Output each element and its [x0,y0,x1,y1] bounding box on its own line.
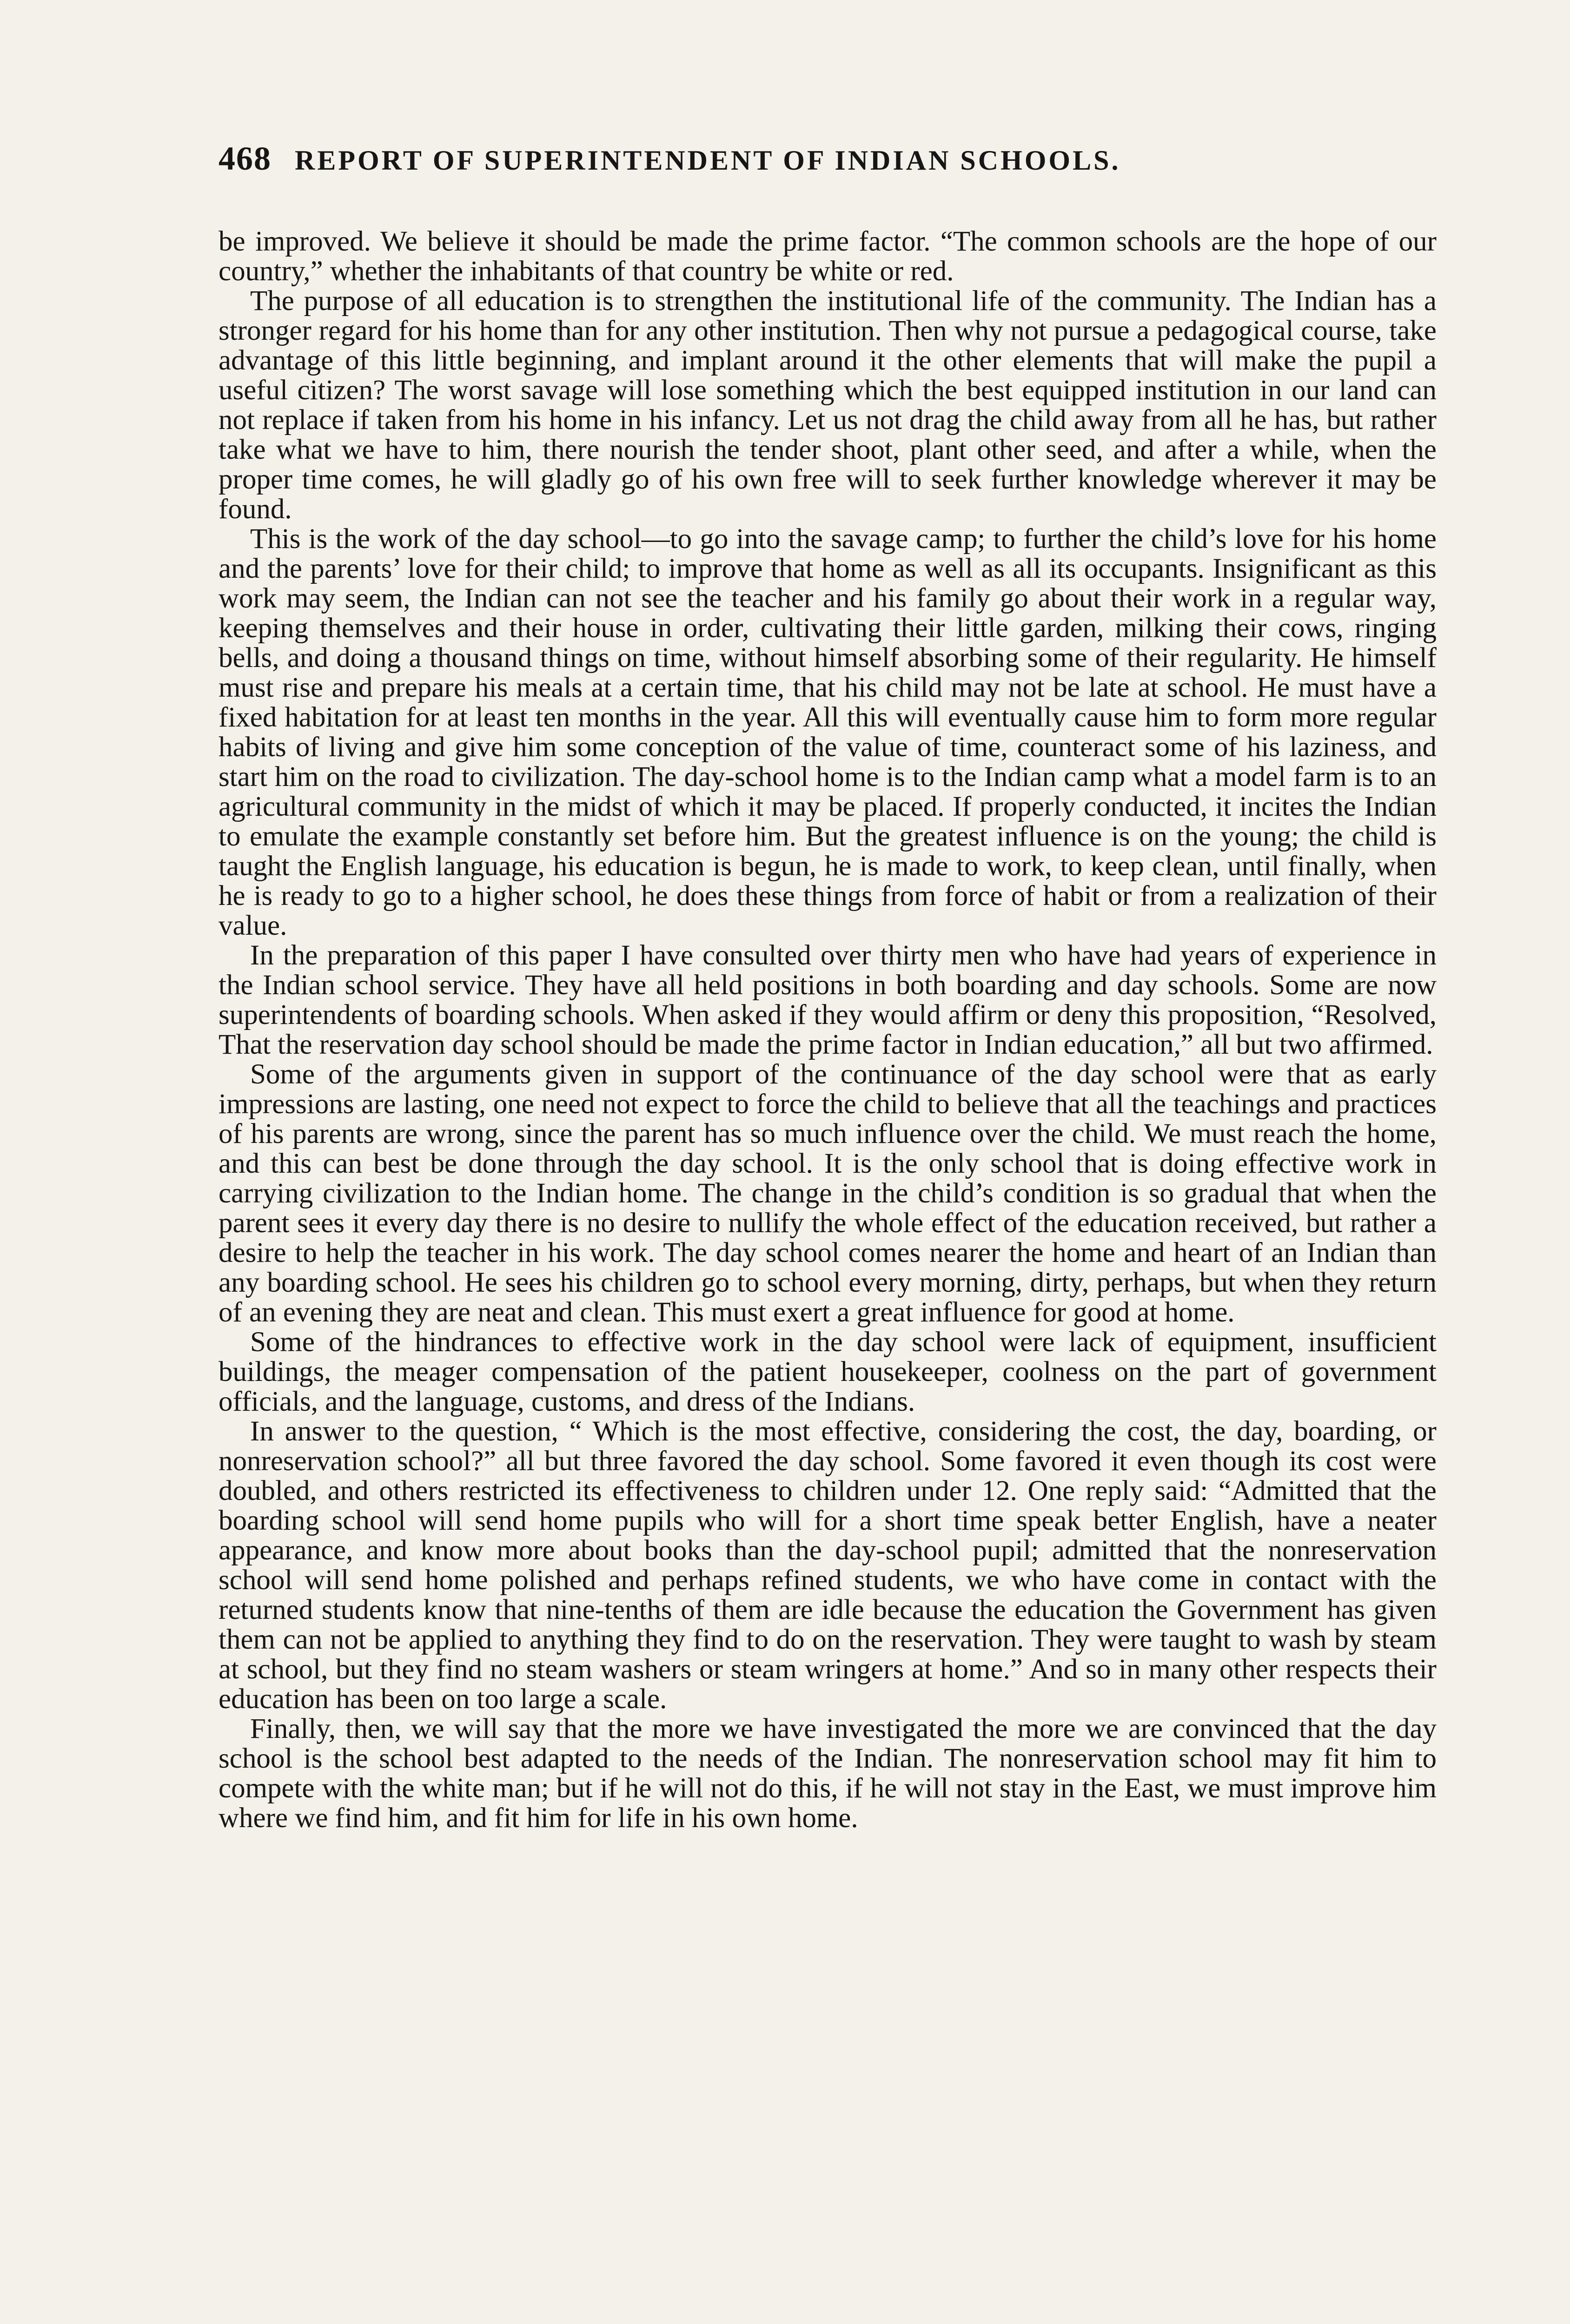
paragraph-hindrances: Some of the hindrances to effective work in the day school were lack of equipment, insufficient buildings, the meager compensation of the patient housekeeper, coolness on the part of government officials, and the language, customs, and dress of the Indians. [219,1327,1437,1417]
body-text [219,227,1437,1833]
running-head: REPORT OF SUPERINTENDENT OF INDIAN SCHOOLS. [295,145,1121,176]
page-number: 468 [219,140,272,177]
paragraph-arguments-in-support: Some of the arguments given in support of the continuance of the day school were that as early impressions are lasting, one need not expect to force the child to believe that all the teachings and practices of his parents are wrong, since the parent has so much influence over the child. We must reach the home, and this can best be done through the day school. It is the only school that is doing effective work in carrying civilization to the Indian home. The change in the child’s condition is so gradual that when the parent sees it every day there is no desire to nullify the whole effect of the education received, but rather a desire to help the teacher in his work. The day school comes nearer the home and heart of an Indian than any boarding school. He sees his children go to school every morning, dirty, perhaps, but when they return of an evening they are neat and clean. This must exert a great influence for good at home. [219,1059,1437,1328]
paragraph-preparation-of-paper: In the preparation of this paper I have consulted over thirty men who have had years of experience in the Indian school service. They have all held positions in both boarding and day schools. Some are now superintendents of boarding schools. When asked if they would affirm or deny this proposition, “Resolved, That the reservation day school should be made the prime factor in Indian education,” all but two affirmed. [219,940,1437,1060]
paragraph-continued: be improved. We believe it should be made the prime factor. “The common schools are the hope of our country,” whether the inhabitants of that country be white or red. [219,226,1437,287]
page-header [219,139,1344,191]
paragraph-conclusion: Finally, then, we will say that the more we have investigated the more we are convinced that the day school is the school best adapted to the needs of the Indian. The nonreservation school may fit him to compete with the white man; but if he will not do this, if he will not stay in the East, we must improve him where we find him, and fit him for life in his own home. [219,1713,1437,1834]
paragraph-work-of-day-school: This is the work of the day school—to go into the savage camp; to further the child’s love for his home and the parents’ love for their child; to improve that home as well as all its occupants. Insignificant as this work may seem, the Indian can not see the teacher and his family go about their work in a regular way, keeping themselves and their house in order, cultivating their little garden, milking their cows, ringing bells, and doing a thousand things on time, without himself absorbing some of their regularity. He himself must rise and prepare his meals at a certain time, that his child may not be late at school. He must have a fixed habitation for at least ten months in the year. All this will eventually cause him to form more regular habits of living and give him some conception of the value of time, counteract some of his laziness, and start him on the road to civilization. The day-school home is to the Indian camp what a model farm is to an agricultural community in the midst of which it may be placed. If properly conducted, it incites the Indian to emulate the example constantly set before him. But the greatest influence is on the young; the child is taught the English language, his education is begun, he is made to work, to keep clean, until finally, when he is ready to go to a higher school, he does these things from force of habit or from a realization of their value. [219,523,1437,941]
paragraph-answer-to-question: In answer to the question, “ Which is the most effective, considering the cost, the day, boarding, or nonreservation school?” all but three favored the day school. Some favored it even though its cost were doubled, and others restricted its effectiveness to children under 12. One reply said: “Admitted that the boarding school will send home pupils who will for a short time speak better English, have a neater appearance, and know more about books than the day-school pupil; admitted that the nonreservation school will send home polished and perhaps refined students, we who have come in contact with the returned students know that nine-tenths of them are idle because the education the Government has given them can not be applied to anything they find to do on the reservation. They were taught to wash by steam at school, but they find no steam washers or steam wringers at home.” And so in many other respects their education has been on too large a scale. [219,1416,1437,1715]
paragraph-purpose-of-education: The purpose of all education is to strengthen the institutional life of the community. The Indian has a stronger regard for his home than for any other institution. Then why not pursue a pedagogical course, take advantage of this little beginning, and implant around it the other elements that will make the pupil a useful citizen? The worst savage will lose something which the best equipped institution in our land can not replace if taken from his home in his infancy. Let us not drag the child away from all he has, but rather take what we have to him, there nourish the tender shoot, plant other seed, and after a while, when the proper time comes, he will gladly go of his own free will to seek further knowledge wherever it may be found. [219,285,1437,525]
